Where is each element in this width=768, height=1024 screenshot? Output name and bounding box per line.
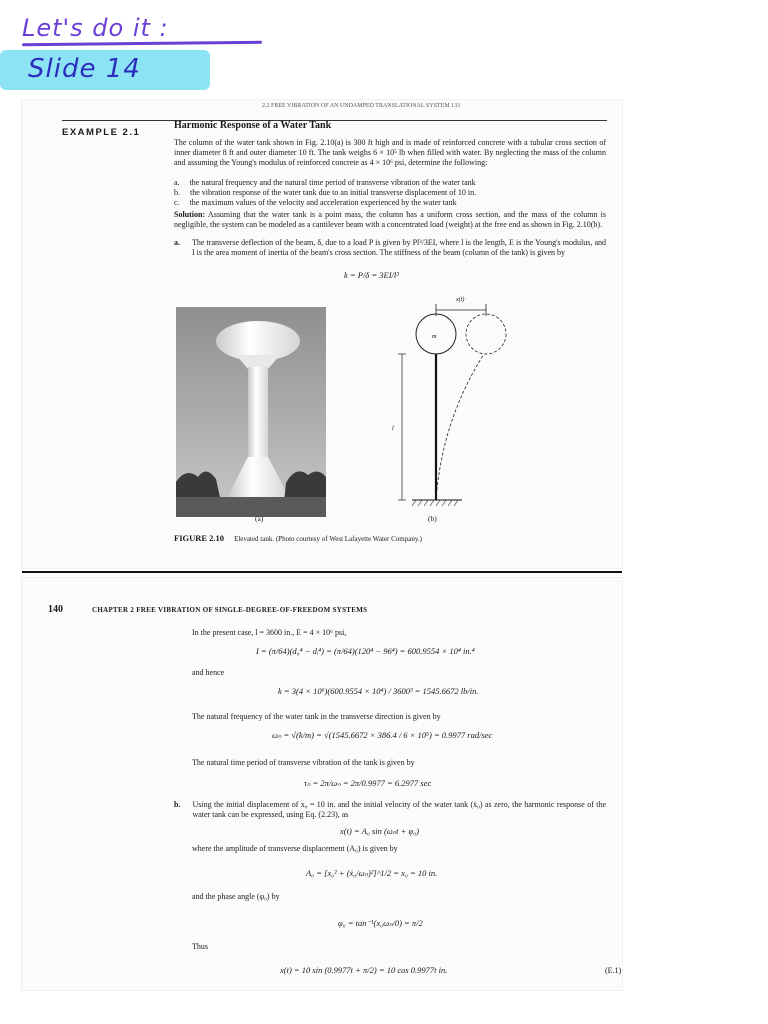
equation-phi: φ₀ = tan⁻¹(x₀ωₙ/0) = π/2 <box>338 918 423 928</box>
handwritten-note-1: Let's do it : <box>22 14 169 42</box>
solution-paragraph: Solution: Assuming that the water tank is a point mass, the column has a uniform cross section, and the mass of the column is negligible, the system can be modeled as a cantilever beam with a concentrated load (weight) at the free end as shown in Fig. 2.10(b). <box>174 210 607 229</box>
equation-omega-n: ωₙ = √(k/m) = √(1545.6672 × 386.4 / 6 × 10⁵) = 0.9977 rad/sec <box>272 730 493 740</box>
cantilever-diagram <box>372 290 522 520</box>
and-hence-text: and hence <box>192 668 225 677</box>
water-tank-photo-svg <box>176 307 326 517</box>
page-number: 140 <box>48 604 63 615</box>
question-list <box>174 178 606 208</box>
equation-number: (E.1) <box>605 966 622 975</box>
natural-frequency-text: The natural frequency of the water tank in the transverse direction is given by <box>192 712 441 721</box>
stiffness-equation: k = P/δ = 3EI/l³ <box>344 270 399 280</box>
equation-I: I = (π/64)(d₀⁴ − dᵢ⁴) = (π/64)(120⁴ − 96⁴) = 600.9554 × 10⁴ in.⁴ <box>256 646 475 656</box>
thus-text: Thus <box>192 942 208 951</box>
figure-label-a: (a) <box>255 514 264 523</box>
length-label: l <box>392 426 394 432</box>
running-header: 2.2 FREE VIBRATION OF AN UNDAMPED TRANSLATIONAL SYSTEM 133 <box>262 103 461 109</box>
example-rule <box>62 120 607 121</box>
figure-caption: FIGURE 2.10 Elevated tank. (Photo courtesy of West Lafayette Water Company.) <box>174 533 422 543</box>
equation-xt: x(t) = A₀ sin (ωₙt + φ₀) <box>340 826 419 836</box>
equation-A0: A₀ = [x₀² + (ẋ₀/ωₙ)²]^1/2 = x₀ = 10 in. <box>306 868 438 878</box>
phase-angle-text: and the phase angle (φ₀) by <box>192 892 280 901</box>
mass-label: m <box>432 334 437 340</box>
chapter-header: CHAPTER 2 FREE VIBRATION OF SINGLE-DEGREE-OF-FREEDOM SYSTEMS <box>92 606 368 614</box>
equation-tau: τₙ = 2π/ωₙ = 2π/0.9977 = 6.2977 sec <box>304 778 432 788</box>
example-label: EXAMPLE 2.1 <box>62 127 141 138</box>
handwritten-note-2: Slide 14 <box>28 54 141 84</box>
part-b-paragraph: b. Using the initial displacement of x₀ = 10 in. and the initial velocity of the water tank (ẋ₀) as zero, the harmonic response of the water tank can be expressed, using Eq. (2.23), as <box>174 800 606 819</box>
present-case-line: In the present case, l = 3600 in., E = 4 × 10⁶ psi, <box>192 628 347 637</box>
example-intro: The column of the water tank shown in Fig. 2.10(a) is 300 ft high and is made of reinforced concrete with a tubular cross section of inner diameter 8 ft and outer diameter 10 ft. The tank weighs 6 × 10⁵ lb when filled with water. By neglecting the mass of the column and assuming the Young's modulus of reinforced concrete as 4 × 10⁶ psi, determine the following: <box>174 138 606 167</box>
equation-final: x(t) = 10 sin (0.9977t + π/2) = 10 cos 0.9977t in. <box>280 965 448 975</box>
water-tank-photo <box>176 307 326 517</box>
question-item: c. the maximum values of the velocity and acceleration experienced by the water tank <box>174 198 457 207</box>
equation-k: k = 3(4 × 10⁶)(600.9554 × 10⁴) / 3600³ = 1545.6672 lb/in. <box>278 686 479 696</box>
example-title: Harmonic Response of a Water Tank <box>174 120 332 131</box>
figure-label-b: (b) <box>428 514 437 523</box>
textbook-page-140 <box>22 578 622 990</box>
question-item: a. the natural frequency and the natural time period of transverse vibration of the water tank <box>174 178 476 187</box>
displacement-label: x(t) <box>456 297 465 303</box>
page-divider <box>22 571 622 573</box>
period-text: The natural time period of transverse vibration of the tank is given by <box>192 758 415 767</box>
question-item: b. the vibration response of the water tank due to an initial transverse displacement of 10 in. <box>174 188 477 197</box>
amplitude-text: where the amplitude of transverse displacement (A₀) is given by <box>192 844 398 853</box>
textbook-page-133 <box>22 100 622 568</box>
part-a-paragraph: a. The transverse deflection of the beam, δ, due to a load P is given by Pl³/3EI, where l is the length, E is the Young's modulus, and I is the area moment of inertia of the beam's cross section. The stiffness of the beam (column of the tank) is given by <box>174 238 606 257</box>
